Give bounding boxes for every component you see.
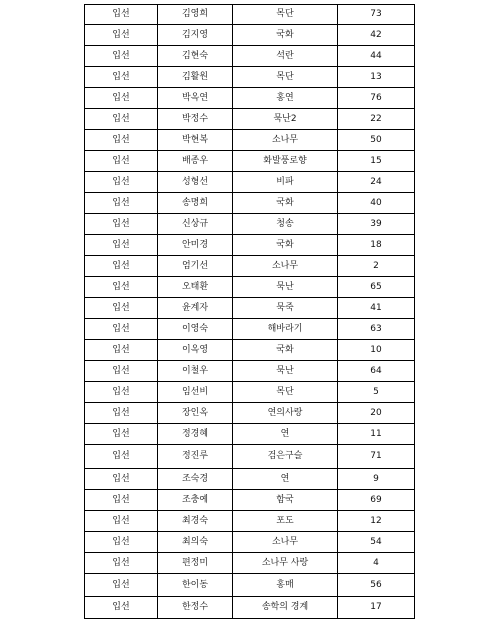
artwork-title-cell: 목단	[233, 382, 338, 403]
table-row	[85, 469, 415, 490]
table-row	[85, 67, 415, 88]
award-cell: 입선	[85, 319, 158, 340]
entry-number-cell: 15	[338, 151, 415, 172]
entry-number-cell: 4	[338, 553, 415, 574]
award-cell: 입선	[85, 193, 158, 214]
award-cell: 입선	[85, 88, 158, 109]
artwork-title-cell: 연의사랑	[233, 403, 338, 424]
entry-number-cell: 40	[338, 193, 415, 214]
table-row	[85, 532, 415, 553]
entry-number-cell: 24	[338, 172, 415, 193]
entry-number-cell: 76	[338, 88, 415, 109]
artist-name-cell: 김지영	[158, 25, 233, 46]
artist-name-cell: 정경혜	[158, 424, 233, 445]
table-row	[85, 235, 415, 256]
award-cell: 입선	[85, 511, 158, 532]
artist-name-cell: 편정미	[158, 553, 233, 574]
artist-name-cell: 조숙경	[158, 469, 233, 490]
table-row	[85, 445, 415, 469]
entry-number-cell: 41	[338, 298, 415, 319]
artist-name-cell: 송명희	[158, 193, 233, 214]
artwork-title-cell: 국화	[233, 193, 338, 214]
table-row	[85, 553, 415, 574]
artist-name-cell: 최의숙	[158, 532, 233, 553]
artwork-title-cell: 국화	[233, 235, 338, 256]
artist-name-cell: 한정수	[158, 597, 233, 619]
artist-name-cell: 임선비	[158, 382, 233, 403]
table-row	[85, 361, 415, 382]
award-cell: 입선	[85, 361, 158, 382]
entry-number-cell: 63	[338, 319, 415, 340]
artist-name-cell: 박옥연	[158, 88, 233, 109]
entry-number-cell: 20	[338, 403, 415, 424]
entry-number-cell: 65	[338, 277, 415, 298]
artwork-title-cell: 국화	[233, 340, 338, 361]
award-cell: 입선	[85, 340, 158, 361]
artist-name-cell: 김영희	[158, 5, 233, 25]
table-row	[85, 382, 415, 403]
artist-name-cell: 신상규	[158, 214, 233, 235]
results-sheet	[84, 4, 412, 619]
artwork-title-cell: 소나무	[233, 130, 338, 151]
entry-number-cell: 10	[338, 340, 415, 361]
table-row	[85, 5, 415, 25]
award-cell: 입선	[85, 256, 158, 277]
artist-name-cell: 박현복	[158, 130, 233, 151]
artist-name-cell: 김활원	[158, 67, 233, 88]
table-row	[85, 319, 415, 340]
award-cell: 입선	[85, 597, 158, 619]
table-row	[85, 109, 415, 130]
award-cell: 입선	[85, 553, 158, 574]
entry-number-cell: 2	[338, 256, 415, 277]
artist-name-cell: 배종우	[158, 151, 233, 172]
award-results-table	[84, 4, 415, 619]
award-cell: 입선	[85, 424, 158, 445]
entry-number-cell: 42	[338, 25, 415, 46]
artist-name-cell: 정진루	[158, 445, 233, 469]
entry-number-cell: 11	[338, 424, 415, 445]
table-row	[85, 490, 415, 511]
artwork-title-cell: 목단	[233, 5, 338, 25]
award-cell: 입선	[85, 490, 158, 511]
entry-number-cell: 50	[338, 130, 415, 151]
artwork-title-cell: 목단	[233, 67, 338, 88]
artist-name-cell: 한이동	[158, 574, 233, 597]
entry-number-cell: 56	[338, 574, 415, 597]
artwork-title-cell: 포도	[233, 511, 338, 532]
award-cell: 입선	[85, 277, 158, 298]
artwork-title-cell: 청송	[233, 214, 338, 235]
artist-name-cell: 윤계자	[158, 298, 233, 319]
artist-name-cell: 오태환	[158, 277, 233, 298]
artwork-title-cell: 묵난2	[233, 109, 338, 130]
artwork-title-cell: 묵난	[233, 361, 338, 382]
entry-number-cell: 9	[338, 469, 415, 490]
award-cell: 입선	[85, 574, 158, 597]
artwork-title-cell: 소나무	[233, 532, 338, 553]
table-row	[85, 424, 415, 445]
artist-name-cell: 김현숙	[158, 46, 233, 67]
award-cell: 입선	[85, 46, 158, 67]
award-cell: 입선	[85, 25, 158, 46]
table-row	[85, 574, 415, 597]
table-row	[85, 46, 415, 67]
artist-name-cell: 이영숙	[158, 319, 233, 340]
award-cell: 입선	[85, 382, 158, 403]
table-row	[85, 511, 415, 532]
award-cell: 입선	[85, 109, 158, 130]
entry-number-cell: 71	[338, 445, 415, 469]
entry-number-cell: 18	[338, 235, 415, 256]
award-cell: 입선	[85, 235, 158, 256]
award-cell: 입선	[85, 214, 158, 235]
table-row	[85, 597, 415, 619]
artwork-title-cell: 검은구슬	[233, 445, 338, 469]
artwork-title-cell: 묵난	[233, 277, 338, 298]
entry-number-cell: 73	[338, 5, 415, 25]
award-cell: 입선	[85, 67, 158, 88]
table-row	[85, 277, 415, 298]
entry-number-cell: 64	[338, 361, 415, 382]
artist-name-cell: 조충예	[158, 490, 233, 511]
artwork-title-cell: 연	[233, 424, 338, 445]
table-row	[85, 151, 415, 172]
artwork-title-cell: 묵죽	[233, 298, 338, 319]
artwork-title-cell: 연	[233, 469, 338, 490]
table-row	[85, 88, 415, 109]
artwork-title-cell: 소나무 사랑	[233, 553, 338, 574]
artwork-title-cell: 국화	[233, 25, 338, 46]
entry-number-cell: 44	[338, 46, 415, 67]
artwork-title-cell: 홍매	[233, 574, 338, 597]
table-row	[85, 256, 415, 277]
entry-number-cell: 12	[338, 511, 415, 532]
award-cell: 입선	[85, 172, 158, 193]
artwork-title-cell: 소나무	[233, 256, 338, 277]
award-cell: 입선	[85, 445, 158, 469]
entry-number-cell: 13	[338, 67, 415, 88]
artwork-title-cell: 홍연	[233, 88, 338, 109]
artist-name-cell: 이철우	[158, 361, 233, 382]
artwork-title-cell: 함국	[233, 490, 338, 511]
entry-number-cell: 54	[338, 532, 415, 553]
table-row	[85, 214, 415, 235]
table-body	[85, 5, 415, 619]
artist-name-cell: 성형선	[158, 172, 233, 193]
artist-name-cell: 이옥영	[158, 340, 233, 361]
artist-name-cell: 장인옥	[158, 403, 233, 424]
artwork-title-cell: 비파	[233, 172, 338, 193]
artist-name-cell: 최경숙	[158, 511, 233, 532]
award-cell: 입선	[85, 403, 158, 424]
artist-name-cell: 안미경	[158, 235, 233, 256]
artwork-title-cell: 해바라기	[233, 319, 338, 340]
table-row	[85, 172, 415, 193]
entry-number-cell: 39	[338, 214, 415, 235]
entry-number-cell: 69	[338, 490, 415, 511]
entry-number-cell: 5	[338, 382, 415, 403]
table-row	[85, 298, 415, 319]
table-row	[85, 403, 415, 424]
table-row	[85, 130, 415, 151]
award-cell: 입선	[85, 5, 158, 25]
table-row	[85, 193, 415, 214]
entry-number-cell: 17	[338, 597, 415, 619]
entry-number-cell: 22	[338, 109, 415, 130]
award-cell: 입선	[85, 298, 158, 319]
table-row	[85, 340, 415, 361]
artwork-title-cell: 송학의 경계	[233, 597, 338, 619]
award-cell: 입선	[85, 130, 158, 151]
table-row	[85, 25, 415, 46]
artwork-title-cell: 화발풍로향	[233, 151, 338, 172]
artist-name-cell: 박정수	[158, 109, 233, 130]
artwork-title-cell: 석란	[233, 46, 338, 67]
artist-name-cell: 엄기선	[158, 256, 233, 277]
award-cell: 입선	[85, 532, 158, 553]
award-cell: 입선	[85, 151, 158, 172]
award-cell: 입선	[85, 469, 158, 490]
